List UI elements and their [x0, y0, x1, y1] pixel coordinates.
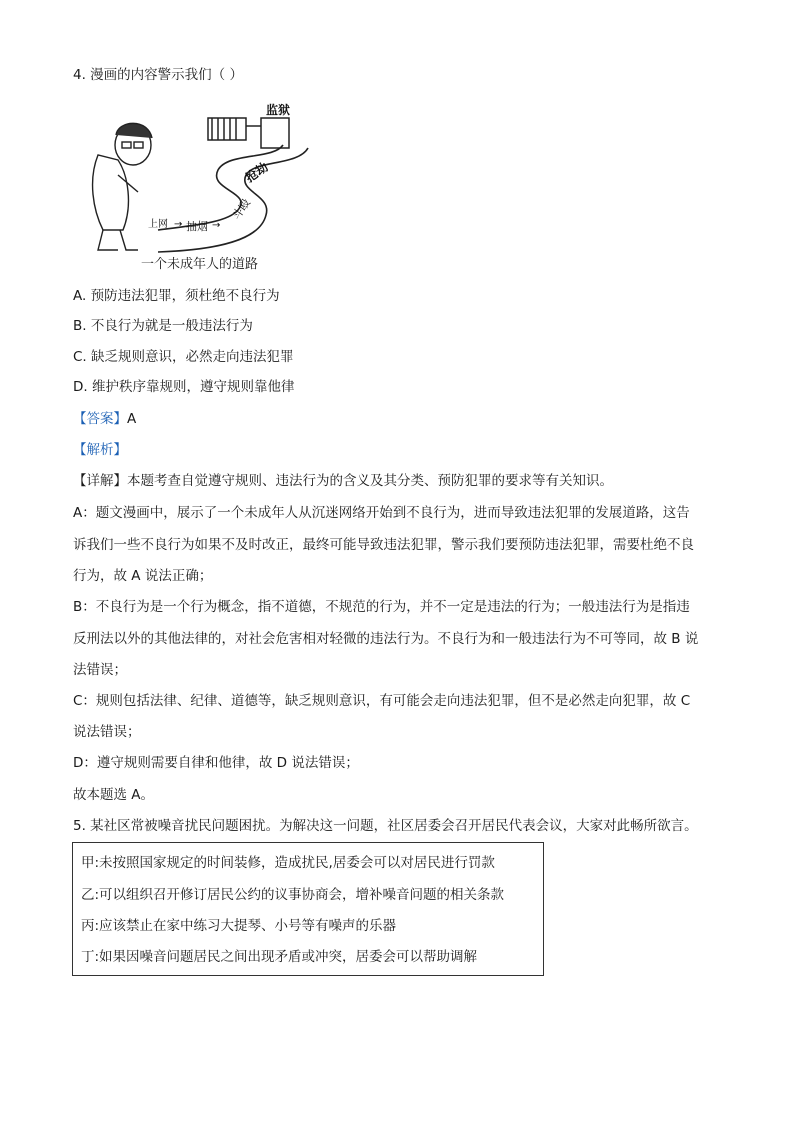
opinion-ding: 丁:如果因噪音问题居民之间出现矛盾或冲突，居委会可以帮助调解 — [81, 949, 478, 965]
option-c: C. 缺乏规则意识，必然走向违法犯罪 — [73, 349, 294, 365]
detail-tag: 【详解】 — [73, 473, 127, 489]
option-b: B. 不良行为就是一般违法行为 — [73, 318, 253, 334]
explanation-line-8: 说法错误； — [73, 724, 141, 740]
opinion-yi: 乙:可以组织召开修订居民公约的议事协商会，增补噪音问题的相关条款 — [81, 887, 505, 903]
road-outer — [158, 145, 283, 230]
road-inner — [158, 148, 308, 252]
option-a: A. 预防违法犯罪，须杜绝不良行为 — [73, 288, 280, 304]
explanation-line-10: 故本题选 A。 — [73, 787, 155, 803]
cartoon-caption: 一个未成年人的道路 — [141, 257, 259, 272]
path-arrow-2: → — [212, 220, 221, 231]
path-word-4: 抢劫 — [242, 159, 271, 186]
explanation-line-1: A：题文漫画中，展示了一个未成年人从沉迷网络开始到不良行为，进而导致违法犯罪的发展道路，这告 — [73, 505, 690, 521]
path-arrow-1: → — [174, 219, 183, 230]
path-word-1: 上网 — [148, 219, 168, 230]
explanation-line-9: D：遵守规则需要自律和他律，故 D 说法错误； — [73, 755, 359, 771]
answer-tag: 【答案】 — [73, 411, 127, 427]
cartoon-figure — [78, 100, 318, 270]
explanation-line-2: 诉我们一些不良行为如果不及时改正，最终可能导致违法犯罪，警示我们要预防违法犯罪，需要杜绝不良 — [73, 537, 694, 553]
question-4-stem: 4. 漫画的内容警示我们（ ） — [73, 67, 243, 83]
explanation-line-6: 法错误； — [73, 662, 127, 678]
detail-line — [73, 471, 613, 491]
prison-building — [208, 118, 289, 148]
detail-text: 本题考查自觉遵守规则、违法行为的含义及其分类、预防犯罪的要求等有关知识。 — [127, 473, 613, 489]
opinion-bing: 丙:应该禁止在家中练习大提琴、小号等有噪声的乐器 — [81, 918, 397, 934]
analysis-tag — [73, 440, 127, 460]
explanation-line-7: C：规则包括法律、纪律、道德等，缺乏规则意识，有可能会走向违法犯罪，但不是必然走向犯罪，故 C — [73, 693, 691, 709]
opinion-jia: 甲:未按照国家规定的时间装修，造成扰民,居委会可以对居民进行罚款 — [81, 855, 495, 871]
answer-value: A — [127, 411, 137, 427]
path-word-3: 斗殴 — [229, 196, 254, 222]
explanation-line-4: B：不良行为是一个行为概念，指不道德，不规范的行为，并不一定是违法的行为；一般违法行为是指违 — [73, 599, 690, 615]
explanation-line-5: 反刑法以外的其他法律的，对社会危害相对轻微的违法行为。不良行为和一般违法行为不可等同，故 B 说 — [73, 631, 699, 647]
prison-label: 监狱 — [266, 103, 291, 117]
answer-line — [73, 409, 136, 429]
analysis-tag-text: 【解析】 — [73, 442, 127, 458]
boy-figure — [93, 123, 152, 250]
opinions-box — [72, 842, 544, 976]
explanation-line-3: 行为，故 A 说法正确； — [73, 568, 213, 584]
question-5-stem: 5. 某社区常被噪音扰民问题困扰。为解决这一问题，社区居委会召开居民代表会议，大家对此畅所欲言。 — [73, 818, 698, 834]
path-word-2: 抽烟 — [186, 220, 208, 233]
option-d: D. 维护秩序靠规则，遵守规则靠他律 — [73, 379, 295, 395]
